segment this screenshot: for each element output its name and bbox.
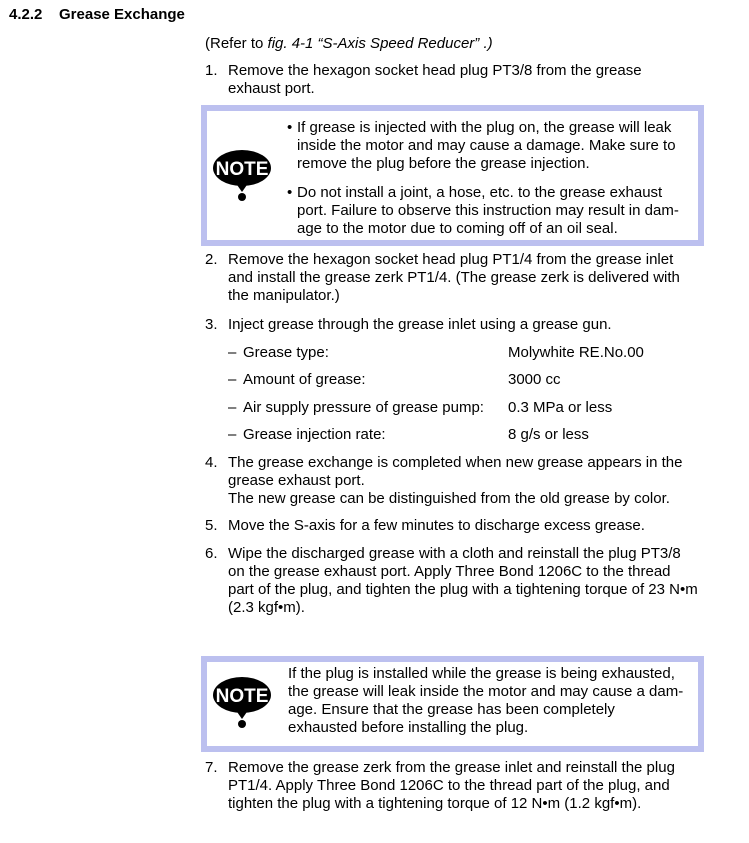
note-box-2 <box>201 656 704 752</box>
step-6-text: Wipe the discharged grease with a cloth and reinstall the plug PT3/8 on the grease exhaust port. Apply Three Bond 1206C to the thread part of the plug, and tighten the plug with a tightening torque of 23 N•m (2.3 kgf•m). <box>228 545 698 616</box>
section-number: 4.2.2 <box>9 6 43 23</box>
step-5-number: 5. <box>205 517 218 534</box>
spec-label-pressure: Air supply pressure of grease pump: <box>243 399 484 416</box>
note-icon <box>213 148 273 203</box>
spec-label-grease-type: Grease type: <box>243 344 329 361</box>
step-2-text: Remove the hexagon socket head plug PT1/4 from the grease inlet and install the grease zerk PT1/4. (The grease zerk is delivered with the manipulator.) <box>228 251 680 304</box>
step-1-number: 1. <box>205 62 218 79</box>
spec-label-amount: Amount of grease: <box>243 371 366 388</box>
step-5-text: Move the S-axis for a few minutes to discharge excess grease. <box>228 517 645 534</box>
figure-reference: (Refer to fig. 4-1 “S-Axis Speed Reducer” .) <box>205 35 493 52</box>
note-icon-label: NOTE <box>215 686 269 707</box>
step-6-number: 6. <box>205 545 218 562</box>
step-7-number: 7. <box>205 759 218 776</box>
spec-value-pressure: 0.3 MPa or less <box>508 399 613 416</box>
spec-label-rate: Grease injection rate: <box>243 426 386 443</box>
step-2-number: 2. <box>205 251 218 268</box>
note-icon-label: NOTE <box>215 159 269 180</box>
note-2-text: If the plug is installed while the grease is being exhausted, the grease will leak inside the motor and may cause a dam- age. Ensure that the grease has been completely exhausted before installing the plug. <box>288 665 684 736</box>
spec-value-grease-type: Molywhite RE.No.00 <box>508 344 644 361</box>
step-1-text: Remove the hexagon socket head plug PT3/8 from the grease exhaust port. <box>228 62 642 97</box>
spec-dash: – <box>228 344 237 361</box>
spec-dash: – <box>228 426 237 443</box>
spec-value-rate: 8 g/s or less <box>508 426 589 443</box>
spec-dash: – <box>228 399 237 416</box>
note-1-bullet-2: • Do not install a joint, a hose, etc. to the grease exhaust port. Failure to observe this instruction may result in dam- age to the motor due to coming off of an oil seal. <box>287 184 679 237</box>
figure-link: fig. 4-1 <box>267 35 314 52</box>
note-1-bullet-1: • If grease is injected with the plug on, the grease will leak inside the motor and may cause a damage. Make sure to remove the plug before the grease injection. <box>287 119 676 172</box>
step-4-number: 4. <box>205 454 218 471</box>
section-title: Grease Exchange <box>59 6 185 23</box>
step-3-number: 3. <box>205 316 218 333</box>
step-4-text: The grease exchange is completed when new grease appears in the grease exhaust port. The new grease can be distinguished from the old grease by color. <box>228 454 683 507</box>
step-7-text: Remove the grease zerk from the grease inlet and reinstall the plug PT1/4. Apply Three Bond 1206C to the thread part of the plug, and tighten the plug with a tightening torque of 12 N•m (1.2 kgf•m). <box>228 759 675 812</box>
spec-value-amount: 3000 cc <box>508 371 561 388</box>
spec-dash: – <box>228 371 237 388</box>
note-box-1 <box>201 105 704 246</box>
note-icon <box>213 675 273 730</box>
step-3-text: Inject grease through the grease inlet using a grease gun. <box>228 316 612 333</box>
